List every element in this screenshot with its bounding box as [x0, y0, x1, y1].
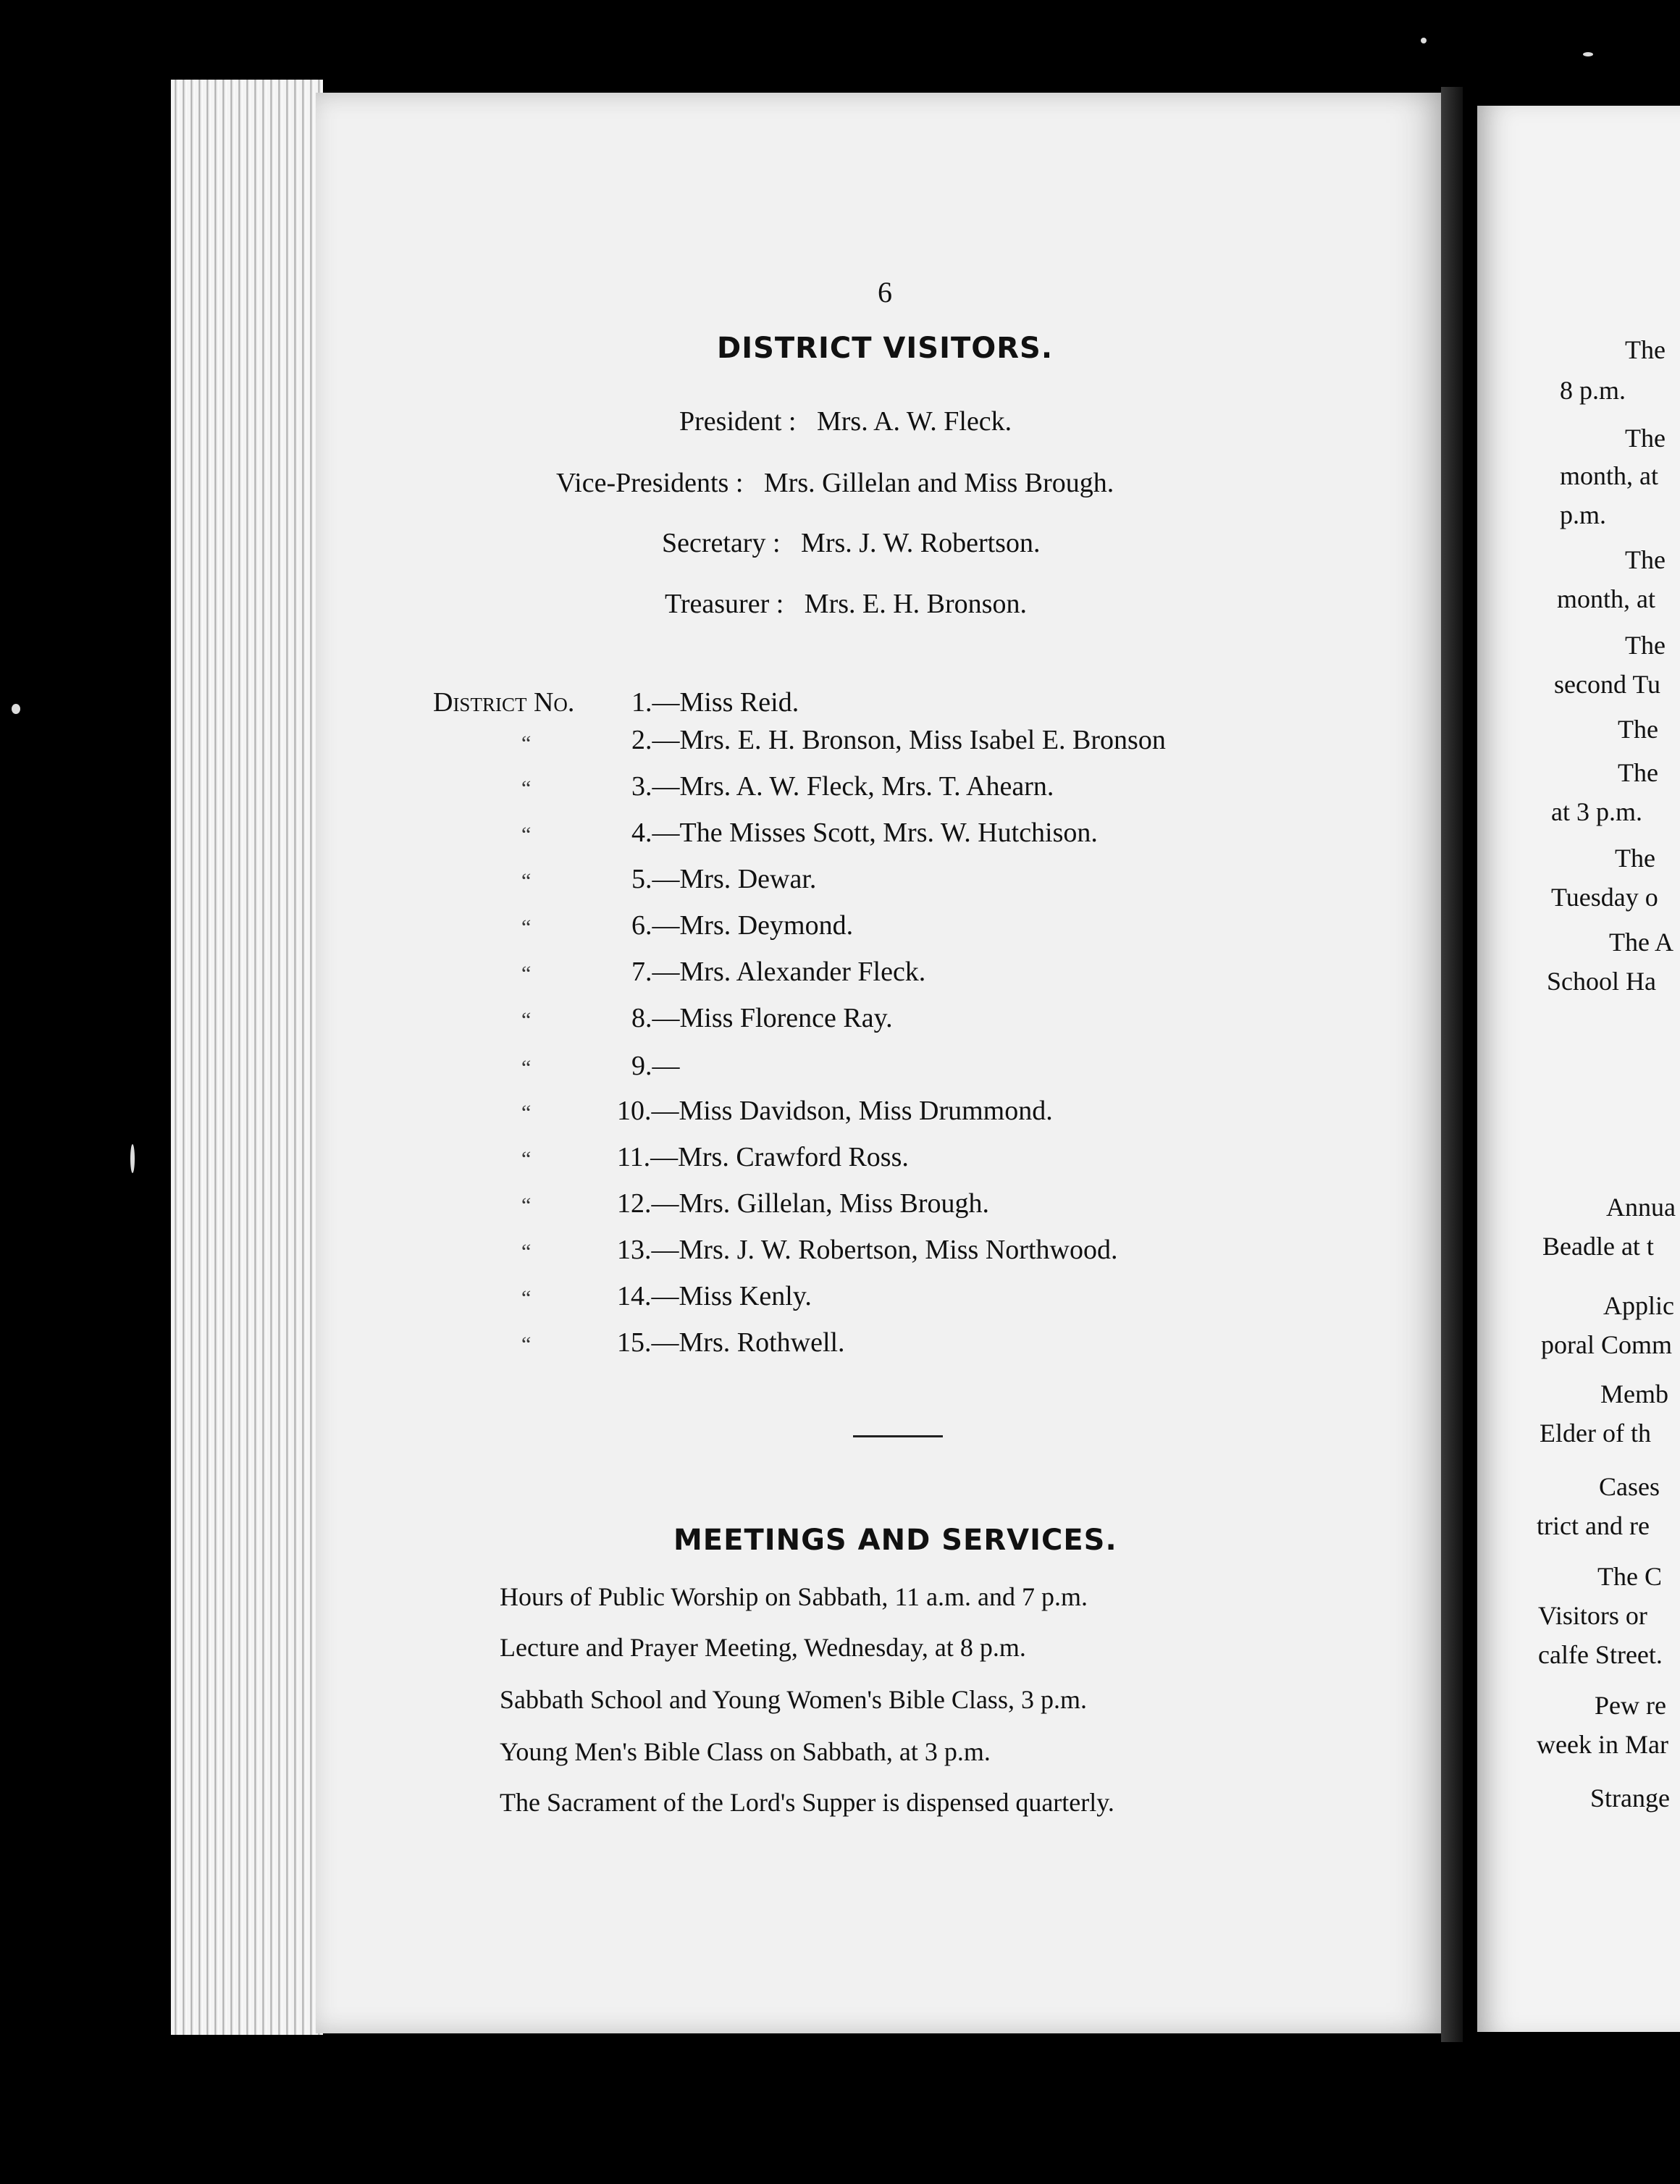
- officer-secretary: [662, 527, 1040, 559]
- district-row: 10.—Miss Davidson, Miss Drummond.: [617, 1096, 1053, 1126]
- facing-text: 8 p.m.: [1560, 376, 1626, 405]
- scan-speck: [1421, 38, 1427, 43]
- section-divider: [853, 1435, 943, 1437]
- facing-text: Beadle at t: [1542, 1232, 1654, 1261]
- facing-text: The: [1615, 844, 1655, 873]
- officer-label: President :: [679, 406, 797, 437]
- facing-text: second Tu: [1554, 670, 1661, 699]
- facing-text: The: [1625, 424, 1666, 453]
- ditto-mark: “: [521, 1147, 532, 1171]
- facing-text: Tuesday o: [1551, 883, 1658, 912]
- district-row: 14.—Miss Kenly.: [617, 1281, 812, 1311]
- officer-names: Mrs. J. W. Robertson.: [801, 528, 1041, 558]
- book-gutter: [1441, 87, 1463, 2042]
- facing-text: poral Comm: [1541, 1330, 1672, 1359]
- ditto-mark: “: [521, 915, 532, 939]
- officer-label: Secretary :: [662, 528, 781, 558]
- district-row: 12.—Mrs. Gillelan, Miss Brough.: [617, 1188, 990, 1219]
- facing-text: at 3 p.m.: [1551, 797, 1642, 826]
- meetings-heading: MEETINGS AND SERVICES.: [673, 1524, 1117, 1557]
- district-row: 15.—Mrs. Rothwell.: [617, 1327, 845, 1358]
- facing-text: Cases: [1599, 1472, 1660, 1501]
- district-row: 8.—Miss Florence Ray.: [631, 1003, 893, 1033]
- scan-speck: [130, 1144, 135, 1173]
- meeting-line: Sabbath School and Young Women's Bible Class, 3 p.m.: [500, 1685, 1087, 1714]
- facing-text: month, at: [1560, 461, 1658, 490]
- district-row: 4.—The Misses Scott, Mrs. W. Hutchison.: [631, 818, 1098, 848]
- officer-names: Mrs. Gillelan and Miss Brough.: [763, 468, 1114, 498]
- facing-text: calfe Street.: [1538, 1640, 1663, 1669]
- ditto-mark: “: [521, 1056, 532, 1080]
- district-row: 9.—: [631, 1051, 680, 1081]
- ditto-mark: “: [521, 776, 532, 800]
- district-row: 6.—Mrs. Deymond.: [631, 910, 854, 941]
- district-label: District No.: [433, 687, 575, 718]
- facing-text: Pew re: [1595, 1691, 1666, 1720]
- facing-text: Elder of th: [1540, 1419, 1651, 1448]
- ditto-mark: “: [521, 731, 532, 755]
- meeting-line: The Sacrament of the Lord's Supper is dispensed quarterly.: [500, 1788, 1114, 1817]
- facing-text: The C: [1597, 1562, 1662, 1591]
- facing-text: month, at: [1557, 584, 1655, 613]
- district-row: 1.—Miss Reid.: [631, 687, 799, 718]
- meeting-line: Hours of Public Worship on Sabbath, 11 a.m. and 7 p.m.: [500, 1582, 1088, 1611]
- district-row: 5.—Mrs. Dewar.: [631, 864, 817, 894]
- officer-names: Mrs. A. W. Fleck.: [816, 406, 1012, 437]
- ditto-mark: “: [521, 1240, 532, 1264]
- facing-text: Annua: [1606, 1193, 1676, 1222]
- officer-president: [679, 406, 1012, 437]
- facing-text: The: [1625, 631, 1666, 660]
- ditto-mark: “: [521, 823, 532, 847]
- scan-speck: [12, 704, 20, 714]
- facing-text: The A: [1609, 928, 1673, 957]
- scan-speck: [1583, 52, 1593, 56]
- ditto-mark: “: [521, 1332, 532, 1356]
- facing-text: Memb: [1600, 1379, 1668, 1408]
- officer-treasurer: [665, 588, 1027, 620]
- officer-names: Mrs. E. H. Bronson.: [804, 589, 1027, 619]
- ditto-mark: “: [521, 869, 532, 893]
- page-number: 6: [878, 276, 892, 308]
- district-row: 11.—Mrs. Crawford Ross.: [617, 1142, 909, 1172]
- facing-text: p.m.: [1560, 500, 1607, 529]
- district-row: 7.—Mrs. Alexander Fleck.: [631, 957, 926, 987]
- page-edges: [171, 80, 323, 2035]
- meeting-line: Young Men's Bible Class on Sabbath, at 3 p.m.: [500, 1737, 991, 1766]
- facing-text: Visitors or: [1538, 1601, 1647, 1630]
- facing-text: Applic: [1603, 1291, 1674, 1320]
- ditto-mark: “: [521, 1193, 532, 1217]
- facing-text: School Ha: [1547, 967, 1656, 996]
- facing-text: The: [1625, 335, 1666, 364]
- facing-text: week in Mar: [1537, 1730, 1668, 1759]
- district-visitors-heading: DISTRICT VISITORS.: [717, 332, 1054, 365]
- facing-text: The: [1618, 715, 1658, 744]
- facing-text: Strange: [1590, 1784, 1670, 1813]
- ditto-mark: “: [521, 1008, 532, 1032]
- officer-label: Vice-Presidents :: [556, 468, 744, 498]
- ditto-mark: “: [521, 1286, 532, 1310]
- facing-text: The: [1625, 545, 1666, 574]
- officer-label: Treasurer :: [665, 589, 784, 619]
- ditto-mark: “: [521, 962, 532, 986]
- district-row: 2.—Mrs. E. H. Bronson, Miss Isabel E. Bronson: [631, 725, 1166, 755]
- district-row: 13.—Mrs. J. W. Robertson, Miss Northwood.: [617, 1235, 1118, 1265]
- facing-text: trict and re: [1537, 1511, 1650, 1540]
- facing-text: The: [1618, 758, 1658, 787]
- meeting-line: Lecture and Prayer Meeting, Wednesday, at 8 p.m.: [500, 1633, 1026, 1662]
- district-row: 3.—Mrs. A. W. Fleck, Mrs. T. Ahearn.: [631, 771, 1054, 802]
- officer-vice-presidents: [556, 467, 1114, 499]
- ditto-mark: “: [521, 1101, 532, 1125]
